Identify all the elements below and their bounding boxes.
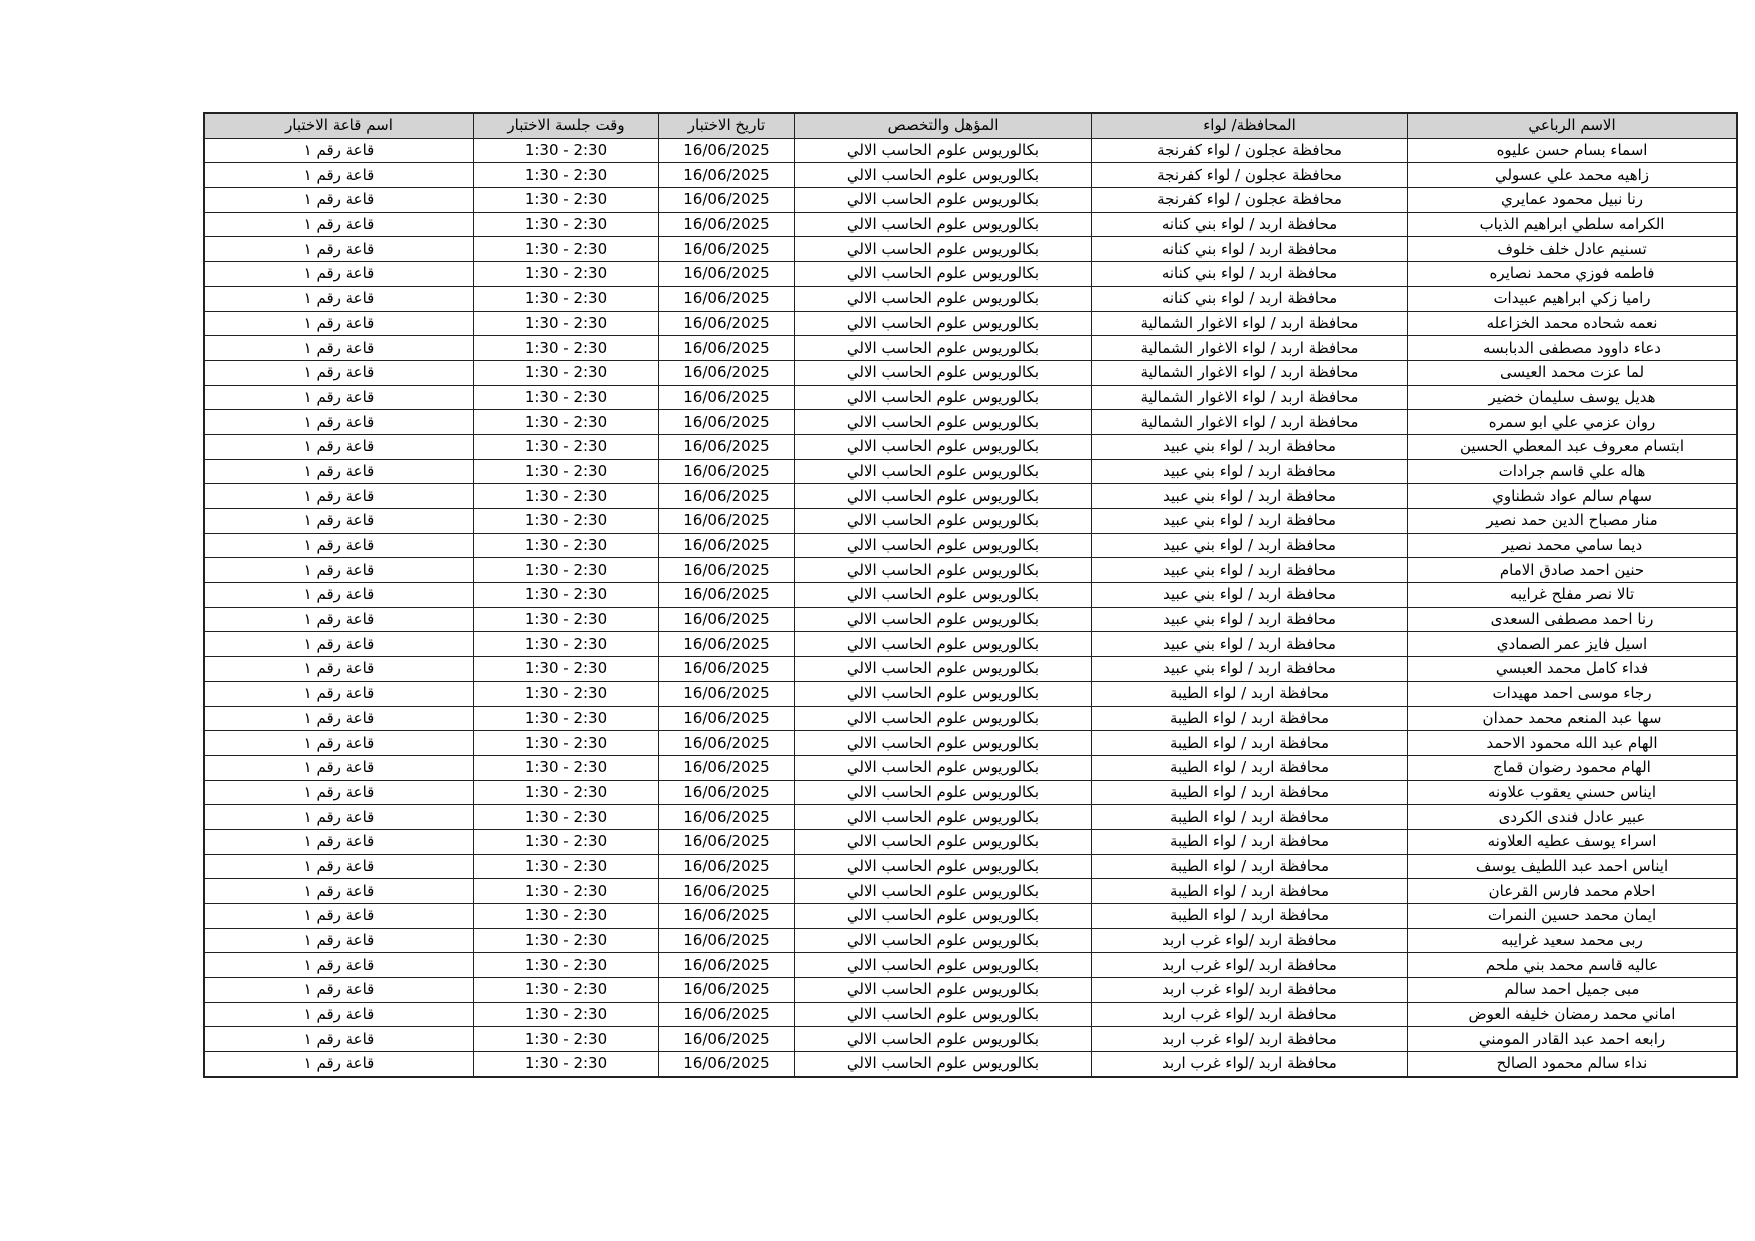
cell-hall: قاعة رقم ١ (204, 706, 474, 731)
cell-governorate: محافظة اربد / لواء بني عبيد (1092, 657, 1408, 682)
cell-date: 16/06/2025 (659, 410, 795, 435)
cell-qualification: بكالوريوس علوم الحاسب الالي (795, 780, 1092, 805)
cell-hall: قاعة رقم ١ (204, 879, 474, 904)
cell-governorate: محافظة اربد / لواء بني كنانه (1092, 237, 1408, 262)
cell-hall: قاعة رقم ١ (204, 286, 474, 311)
table-row (204, 484, 1737, 509)
cell-time: 1:30 - 2:30 (474, 632, 659, 657)
cell-time: 1:30 - 2:30 (474, 805, 659, 830)
table-row (204, 632, 1737, 657)
cell-qualification: بكالوريوس علوم الحاسب الالي (795, 533, 1092, 558)
cell-governorate: محافظة اربد / لواء الاغوار الشمالية (1092, 360, 1408, 385)
cell-qualification: بكالوريوس علوم الحاسب الالي (795, 879, 1092, 904)
cell-name: فاطمه فوزي محمد نصايره (1408, 262, 1738, 287)
cell-name: الكرامه سلطي ابراهيم الذياب (1408, 212, 1738, 237)
cell-hall: قاعة رقم ١ (204, 780, 474, 805)
cell-name: ايناس حسني يعقوب علاونه (1408, 780, 1738, 805)
table-row (204, 854, 1737, 879)
cell-qualification: بكالوريوس علوم الحاسب الالي (795, 854, 1092, 879)
cell-hall: قاعة رقم ١ (204, 262, 474, 287)
cell-hall: قاعة رقم ١ (204, 163, 474, 188)
table-row (204, 1027, 1737, 1052)
cell-name: رنا نبيل محمود عمايري (1408, 188, 1738, 213)
cell-governorate: محافظة اربد /لواء غرب اربد (1092, 1002, 1408, 1027)
header-governorate: المحافظة/ لواء (1092, 113, 1408, 138)
cell-governorate: محافظة اربد / لواء بني كنانه (1092, 262, 1408, 287)
cell-qualification: بكالوريوس علوم الحاسب الالي (795, 509, 1092, 534)
cell-governorate: محافظة اربد / لواء الطيبة (1092, 805, 1408, 830)
header-time: وقت جلسة الاختبار (474, 113, 659, 138)
cell-governorate: محافظة اربد /لواء غرب اربد (1092, 978, 1408, 1003)
cell-governorate: محافظة اربد / لواء الطيبة (1092, 829, 1408, 854)
cell-hall: قاعة رقم ١ (204, 434, 474, 459)
table-row (204, 583, 1737, 608)
cell-name: رابعه احمد عبد القادر المومني (1408, 1027, 1738, 1052)
cell-name: الهام محمود رضوان قماج (1408, 755, 1738, 780)
cell-name: اماني محمد رمضان خليفه العوض (1408, 1002, 1738, 1027)
cell-name: سهام سالم عواد شطناوي (1408, 484, 1738, 509)
cell-time: 1:30 - 2:30 (474, 607, 659, 632)
cell-date: 16/06/2025 (659, 286, 795, 311)
table-row (204, 434, 1737, 459)
cell-governorate: محافظة اربد / لواء الطيبة (1092, 681, 1408, 706)
cell-governorate: محافظة اربد / لواء الطيبة (1092, 706, 1408, 731)
cell-qualification: بكالوريوس علوم الحاسب الالي (795, 558, 1092, 583)
cell-governorate: محافظة اربد /لواء غرب اربد (1092, 928, 1408, 953)
cell-name: تسنيم عادل خلف خلوف (1408, 237, 1738, 262)
cell-time: 1:30 - 2:30 (474, 484, 659, 509)
cell-qualification: بكالوريوس علوم الحاسب الالي (795, 360, 1092, 385)
table-row (204, 163, 1737, 188)
cell-governorate: محافظة اربد / لواء بني عبيد (1092, 484, 1408, 509)
cell-governorate: محافظة اربد /لواء غرب اربد (1092, 1052, 1408, 1077)
cell-time: 1:30 - 2:30 (474, 928, 659, 953)
cell-governorate: محافظة اربد / لواء الطيبة (1092, 854, 1408, 879)
cell-hall: قاعة رقم ١ (204, 904, 474, 929)
cell-qualification: بكالوريوس علوم الحاسب الالي (795, 138, 1092, 163)
cell-time: 1:30 - 2:30 (474, 163, 659, 188)
cell-governorate: محافظة اربد / لواء بني عبيد (1092, 558, 1408, 583)
cell-governorate: محافظة اربد / لواء الاغوار الشمالية (1092, 385, 1408, 410)
cell-hall: قاعة رقم ١ (204, 928, 474, 953)
cell-governorate: محافظة اربد / لواء بني عبيد (1092, 632, 1408, 657)
cell-name: منار مصباح الدين حمد نصير (1408, 509, 1738, 534)
cell-hall: قاعة رقم ١ (204, 681, 474, 706)
cell-name: دعاء داوود مصطفى الدبابسه (1408, 336, 1738, 361)
table-row (204, 681, 1737, 706)
cell-governorate: محافظة اربد /لواء غرب اربد (1092, 1027, 1408, 1052)
cell-qualification: بكالوريوس علوم الحاسب الالي (795, 829, 1092, 854)
cell-qualification: بكالوريوس علوم الحاسب الالي (795, 805, 1092, 830)
cell-name: روان عزمي علي ابو سمره (1408, 410, 1738, 435)
cell-date: 16/06/2025 (659, 1052, 795, 1077)
cell-qualification: بكالوريوس علوم الحاسب الالي (795, 262, 1092, 287)
cell-time: 1:30 - 2:30 (474, 978, 659, 1003)
cell-hall: قاعة رقم ١ (204, 657, 474, 682)
cell-qualification: بكالوريوس علوم الحاسب الالي (795, 410, 1092, 435)
cell-date: 16/06/2025 (659, 385, 795, 410)
cell-time: 1:30 - 2:30 (474, 360, 659, 385)
cell-name: اسراء يوسف عطيه العلاونه (1408, 829, 1738, 854)
cell-qualification: بكالوريوس علوم الحاسب الالي (795, 657, 1092, 682)
cell-name: ربى محمد سعيد غرايبه (1408, 928, 1738, 953)
table-row (204, 286, 1737, 311)
cell-qualification: بكالوريوس علوم الحاسب الالي (795, 978, 1092, 1003)
cell-time: 1:30 - 2:30 (474, 434, 659, 459)
cell-date: 16/06/2025 (659, 583, 795, 608)
table-row (204, 1052, 1737, 1077)
header-qualification: المؤهل والتخصص (795, 113, 1092, 138)
cell-governorate: محافظة اربد / لواء الطيبة (1092, 755, 1408, 780)
cell-governorate: محافظة اربد / لواء بني كنانه (1092, 286, 1408, 311)
cell-date: 16/06/2025 (659, 138, 795, 163)
cell-time: 1:30 - 2:30 (474, 583, 659, 608)
table-row (204, 509, 1737, 534)
table-row (204, 706, 1737, 731)
cell-date: 16/06/2025 (659, 928, 795, 953)
table-row (204, 188, 1737, 213)
cell-governorate: محافظة اربد /لواء غرب اربد (1092, 953, 1408, 978)
cell-governorate: محافظة اربد / لواء بني عبيد (1092, 533, 1408, 558)
cell-qualification: بكالوريوس علوم الحاسب الالي (795, 1052, 1092, 1077)
cell-hall: قاعة رقم ١ (204, 854, 474, 879)
cell-date: 16/06/2025 (659, 188, 795, 213)
cell-hall: قاعة رقم ١ (204, 360, 474, 385)
cell-hall: قاعة رقم ١ (204, 533, 474, 558)
cell-date: 16/06/2025 (659, 829, 795, 854)
cell-date: 16/06/2025 (659, 311, 795, 336)
table-row (204, 780, 1737, 805)
table-header-row (204, 113, 1737, 138)
cell-qualification: بكالوريوس علوم الحاسب الالي (795, 583, 1092, 608)
cell-governorate: محافظة اربد / لواء الاغوار الشمالية (1092, 311, 1408, 336)
cell-name: اسيل فايز عمر الصمادي (1408, 632, 1738, 657)
table-row (204, 731, 1737, 756)
cell-date: 16/06/2025 (659, 731, 795, 756)
cell-hall: قاعة رقم ١ (204, 978, 474, 1003)
cell-governorate: محافظة عجلون / لواء كفرنجة (1092, 188, 1408, 213)
cell-qualification: بكالوريوس علوم الحاسب الالي (795, 212, 1092, 237)
cell-time: 1:30 - 2:30 (474, 681, 659, 706)
table-row (204, 311, 1737, 336)
cell-time: 1:30 - 2:30 (474, 854, 659, 879)
cell-time: 1:30 - 2:30 (474, 706, 659, 731)
cell-date: 16/06/2025 (659, 854, 795, 879)
cell-date: 16/06/2025 (659, 780, 795, 805)
table-row (204, 336, 1737, 361)
cell-date: 16/06/2025 (659, 805, 795, 830)
table-row (204, 904, 1737, 929)
cell-name: اسماء بسام حسن عليوه (1408, 138, 1738, 163)
header-name: الاسم الرباعي (1408, 113, 1738, 138)
cell-date: 16/06/2025 (659, 706, 795, 731)
cell-name: نداء سالم محمود الصالح (1408, 1052, 1738, 1077)
table-row (204, 657, 1737, 682)
cell-hall: قاعة رقم ١ (204, 1052, 474, 1077)
cell-qualification: بكالوريوس علوم الحاسب الالي (795, 706, 1092, 731)
cell-qualification: بكالوريوس علوم الحاسب الالي (795, 434, 1092, 459)
cell-name: نعمه شحاده محمد الخزاعله (1408, 311, 1738, 336)
cell-hall: قاعة رقم ١ (204, 188, 474, 213)
cell-qualification: بكالوريوس علوم الحاسب الالي (795, 904, 1092, 929)
table-row (204, 459, 1737, 484)
cell-hall: قاعة رقم ١ (204, 1027, 474, 1052)
cell-time: 1:30 - 2:30 (474, 731, 659, 756)
cell-governorate: محافظة عجلون / لواء كفرنجة (1092, 163, 1408, 188)
cell-qualification: بكالوريوس علوم الحاسب الالي (795, 385, 1092, 410)
cell-time: 1:30 - 2:30 (474, 385, 659, 410)
cell-name: سها عبد المنعم محمد حمدان (1408, 706, 1738, 731)
cell-name: الهام عبد الله محمود الاحمد (1408, 731, 1738, 756)
cell-name: فداء كامل محمد العبسي (1408, 657, 1738, 682)
cell-hall: قاعة رقم ١ (204, 1002, 474, 1027)
cell-hall: قاعة رقم ١ (204, 731, 474, 756)
cell-hall: قاعة رقم ١ (204, 583, 474, 608)
cell-time: 1:30 - 2:30 (474, 904, 659, 929)
cell-date: 16/06/2025 (659, 509, 795, 534)
cell-date: 16/06/2025 (659, 163, 795, 188)
cell-hall: قاعة رقم ١ (204, 829, 474, 854)
cell-time: 1:30 - 2:30 (474, 336, 659, 361)
cell-qualification: بكالوريوس علوم الحاسب الالي (795, 632, 1092, 657)
cell-qualification: بكالوريوس علوم الحاسب الالي (795, 484, 1092, 509)
table-row (204, 533, 1737, 558)
cell-hall: قاعة رقم ١ (204, 459, 474, 484)
cell-date: 16/06/2025 (659, 1002, 795, 1027)
cell-hall: قاعة رقم ١ (204, 558, 474, 583)
cell-governorate: محافظة اربد / لواء الطيبة (1092, 879, 1408, 904)
cell-qualification: بكالوريوس علوم الحاسب الالي (795, 755, 1092, 780)
cell-time: 1:30 - 2:30 (474, 780, 659, 805)
cell-name: حنين احمد صادق الامام (1408, 558, 1738, 583)
cell-qualification: بكالوريوس علوم الحاسب الالي (795, 188, 1092, 213)
cell-date: 16/06/2025 (659, 755, 795, 780)
cell-qualification: بكالوريوس علوم الحاسب الالي (795, 311, 1092, 336)
cell-time: 1:30 - 2:30 (474, 410, 659, 435)
cell-governorate: محافظة اربد / لواء بني عبيد (1092, 607, 1408, 632)
cell-qualification: بكالوريوس علوم الحاسب الالي (795, 731, 1092, 756)
cell-name: لما عزت محمد العيسى (1408, 360, 1738, 385)
cell-name: زاهيه محمد علي عسولي (1408, 163, 1738, 188)
cell-time: 1:30 - 2:30 (474, 1027, 659, 1052)
cell-name: عاليه قاسم محمد بني ملحم (1408, 953, 1738, 978)
table-row (204, 410, 1737, 435)
cell-hall: قاعة رقم ١ (204, 385, 474, 410)
cell-time: 1:30 - 2:30 (474, 1002, 659, 1027)
cell-governorate: محافظة اربد / لواء الطيبة (1092, 731, 1408, 756)
cell-governorate: محافظة اربد / لواء بني عبيد (1092, 509, 1408, 534)
cell-hall: قاعة رقم ١ (204, 336, 474, 361)
cell-name: رنا احمد مصطفى السعدى (1408, 607, 1738, 632)
cell-date: 16/06/2025 (659, 657, 795, 682)
cell-date: 16/06/2025 (659, 533, 795, 558)
cell-qualification: بكالوريوس علوم الحاسب الالي (795, 607, 1092, 632)
table-row (204, 755, 1737, 780)
cell-qualification: بكالوريوس علوم الحاسب الالي (795, 928, 1092, 953)
cell-time: 1:30 - 2:30 (474, 311, 659, 336)
cell-hall: قاعة رقم ١ (204, 632, 474, 657)
cell-date: 16/06/2025 (659, 212, 795, 237)
cell-time: 1:30 - 2:30 (474, 188, 659, 213)
cell-hall: قاعة رقم ١ (204, 138, 474, 163)
cell-date: 16/06/2025 (659, 336, 795, 361)
cell-qualification: بكالوريوس علوم الحاسب الالي (795, 237, 1092, 262)
cell-hall: قاعة رقم ١ (204, 212, 474, 237)
cell-name: ابتسام معروف عبد المعطي الحسين (1408, 434, 1738, 459)
table-row (204, 360, 1737, 385)
cell-date: 16/06/2025 (659, 607, 795, 632)
cell-governorate: محافظة عجلون / لواء كفرنجة (1092, 138, 1408, 163)
cell-hall: قاعة رقم ١ (204, 484, 474, 509)
cell-governorate: محافظة اربد / لواء بني كنانه (1092, 212, 1408, 237)
cell-governorate: محافظة اربد / لواء بني عبيد (1092, 459, 1408, 484)
exam-schedule-table (203, 112, 1738, 1078)
table-row (204, 879, 1737, 904)
cell-governorate: محافظة اربد / لواء بني عبيد (1092, 434, 1408, 459)
cell-time: 1:30 - 2:30 (474, 755, 659, 780)
cell-date: 16/06/2025 (659, 953, 795, 978)
cell-governorate: محافظة اربد / لواء الطيبة (1092, 904, 1408, 929)
table-row (204, 953, 1737, 978)
cell-time: 1:30 - 2:30 (474, 829, 659, 854)
cell-date: 16/06/2025 (659, 237, 795, 262)
cell-time: 1:30 - 2:30 (474, 533, 659, 558)
table-row (204, 928, 1737, 953)
cell-time: 1:30 - 2:30 (474, 138, 659, 163)
cell-qualification: بكالوريوس علوم الحاسب الالي (795, 1027, 1092, 1052)
cell-time: 1:30 - 2:30 (474, 459, 659, 484)
table-row (204, 607, 1737, 632)
cell-hall: قاعة رقم ١ (204, 805, 474, 830)
cell-hall: قاعة رقم ١ (204, 953, 474, 978)
cell-time: 1:30 - 2:30 (474, 558, 659, 583)
cell-qualification: بكالوريوس علوم الحاسب الالي (795, 459, 1092, 484)
cell-governorate: محافظة اربد / لواء بني عبيد (1092, 583, 1408, 608)
cell-time: 1:30 - 2:30 (474, 953, 659, 978)
cell-hall: قاعة رقم ١ (204, 237, 474, 262)
cell-qualification: بكالوريوس علوم الحاسب الالي (795, 336, 1092, 361)
table-row (204, 1002, 1737, 1027)
cell-date: 16/06/2025 (659, 681, 795, 706)
cell-time: 1:30 - 2:30 (474, 509, 659, 534)
cell-date: 16/06/2025 (659, 558, 795, 583)
cell-name: ديما سامي محمد نصير (1408, 533, 1738, 558)
cell-name: تالا نصر مفلح غرايبه (1408, 583, 1738, 608)
cell-governorate: محافظة اربد / لواء الطيبة (1092, 780, 1408, 805)
table-row (204, 978, 1737, 1003)
cell-governorate: محافظة اربد / لواء الاغوار الشمالية (1092, 410, 1408, 435)
cell-time: 1:30 - 2:30 (474, 286, 659, 311)
table-row (204, 829, 1737, 854)
cell-hall: قاعة رقم ١ (204, 509, 474, 534)
cell-qualification: بكالوريوس علوم الحاسب الالي (795, 163, 1092, 188)
cell-time: 1:30 - 2:30 (474, 262, 659, 287)
cell-date: 16/06/2025 (659, 484, 795, 509)
cell-qualification: بكالوريوس علوم الحاسب الالي (795, 1002, 1092, 1027)
table-body (204, 138, 1737, 1077)
cell-qualification: بكالوريوس علوم الحاسب الالي (795, 953, 1092, 978)
table-row (204, 237, 1737, 262)
cell-date: 16/06/2025 (659, 459, 795, 484)
cell-hall: قاعة رقم ١ (204, 311, 474, 336)
header-date: تاريخ الاختبار (659, 113, 795, 138)
table-row (204, 212, 1737, 237)
cell-qualification: بكالوريوس علوم الحاسب الالي (795, 681, 1092, 706)
cell-name: ايناس احمد عبد اللطيف يوسف (1408, 854, 1738, 879)
cell-name: ايمان محمد حسين النمرات (1408, 904, 1738, 929)
cell-time: 1:30 - 2:30 (474, 212, 659, 237)
cell-name: رجاء موسى احمد مهيدات (1408, 681, 1738, 706)
cell-time: 1:30 - 2:30 (474, 237, 659, 262)
table-row (204, 558, 1737, 583)
cell-date: 16/06/2025 (659, 879, 795, 904)
table-row (204, 138, 1737, 163)
header-hall: اسم قاعة الاختبار (204, 113, 474, 138)
cell-name: احلام محمد فارس القرعان (1408, 879, 1738, 904)
cell-date: 16/06/2025 (659, 262, 795, 287)
cell-name: هديل يوسف سليمان خضير (1408, 385, 1738, 410)
table-row (204, 805, 1737, 830)
cell-time: 1:30 - 2:30 (474, 1052, 659, 1077)
cell-name: مبى جميل احمد سالم (1408, 978, 1738, 1003)
cell-time: 1:30 - 2:30 (474, 879, 659, 904)
cell-date: 16/06/2025 (659, 1027, 795, 1052)
cell-name: راميا زكي ابراهيم عبيدات (1408, 286, 1738, 311)
cell-time: 1:30 - 2:30 (474, 657, 659, 682)
cell-date: 16/06/2025 (659, 434, 795, 459)
cell-qualification: بكالوريوس علوم الحاسب الالي (795, 286, 1092, 311)
table-row (204, 385, 1737, 410)
cell-governorate: محافظة اربد / لواء الاغوار الشمالية (1092, 336, 1408, 361)
cell-date: 16/06/2025 (659, 632, 795, 657)
cell-hall: قاعة رقم ١ (204, 410, 474, 435)
cell-date: 16/06/2025 (659, 904, 795, 929)
cell-date: 16/06/2025 (659, 360, 795, 385)
cell-hall: قاعة رقم ١ (204, 607, 474, 632)
cell-name: هاله علي قاسم جرادات (1408, 459, 1738, 484)
cell-hall: قاعة رقم ١ (204, 755, 474, 780)
table-row (204, 262, 1737, 287)
cell-name: عبير عادل فندى الكردى (1408, 805, 1738, 830)
cell-date: 16/06/2025 (659, 978, 795, 1003)
